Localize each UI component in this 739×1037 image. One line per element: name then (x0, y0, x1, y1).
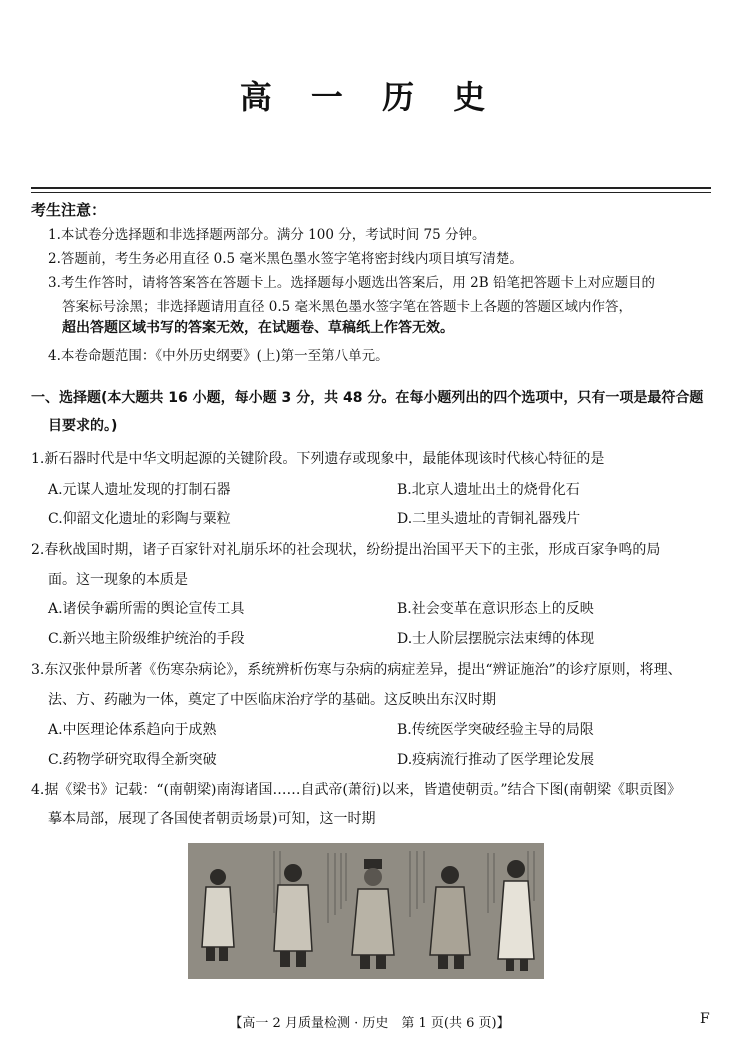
question-1-stem: 1.新石器时代是中华文明起源的关键阶段。下列遗存或现象中，最能体现该时代核心特征的是 (31, 451, 605, 467)
question-4-stem: 4.据《梁书》记载：“(南朝梁)南海诸国……自武帝(萧衍)以来，皆遣使朝贡。”结合下图(南朝梁《职贡图》 (31, 782, 681, 798)
question-1-option-a: A.元谋人遗址发现的打制石器 (48, 482, 231, 498)
question-3-option-b: B.传统医学突破经验主导的局限 (397, 722, 594, 738)
divider (31, 187, 711, 189)
question-2-stem: 2.春秋战国时期，诸子百家针对礼崩乐坏的社会现状，纷纷提出治国平天下的主张，形成百家争鸣的局 (31, 542, 661, 558)
question-3-stem: 3.东汉张仲景所著《伤寒杂病论》，系统辨析伤寒与杂病的病症差异，提出“辨证施治”的诊疗原则，将理、 (31, 662, 682, 678)
notice-item: 3.考生作答时，请将答案答在答题卡上。选择题每小题选出答案后，用 2B 铅笔把答题卡上对应题目的 (48, 275, 655, 291)
question-2-option-d: D.士人阶层摆脱宗法束缚的体现 (397, 631, 595, 647)
question-3-option-c: C.药物学研究取得全新突破 (48, 752, 217, 768)
notice-item-emphasis: 超出答题区域书写的答案无效，在试题卷、草稿纸上作答无效。 (62, 320, 454, 336)
question-2-option-a: A.诸侯争霸所需的舆论宣传工具 (48, 601, 245, 617)
question-2-option-c: C.新兴地主阶级维护统治的手段 (48, 631, 245, 647)
notice-heading: 考生注意： (31, 201, 107, 219)
divider (31, 192, 711, 193)
question-1-option-b: B.北京人遗址出土的烧骨化石 (397, 482, 580, 498)
notice-item: 1.本试卷分选择题和非选择题两部分。满分 100 分，考试时间 75 分钟。 (48, 227, 486, 243)
paper-code: F (700, 1011, 710, 1027)
question-3-stem-continued: 法、方、药融为一体，奠定了中医临床治疗学的基础。这反映出东汉时期 (48, 692, 496, 708)
tribute-painting-image (188, 843, 544, 979)
question-2-option-b: B.社会变革在意识形态上的反映 (397, 601, 594, 617)
section-heading-continued: 目要求的。) (48, 418, 118, 434)
section-heading: 一、选择题(本大题共 16 小题，每小题 3 分，共 48 分。在每小题列出的四个选项中，只有一项是最符合题 (31, 390, 704, 406)
question-1-option-d: D.二里头遗址的青铜礼器残片 (397, 511, 581, 527)
notice-item: 4.本卷命题范围：《中外历史纲要》(上)第一至第八单元。 (48, 348, 389, 364)
question-2-stem-continued: 面。这一现象的本质是 (48, 572, 188, 588)
question-4-stem-continued: 摹本局部，展现了各国使者朝贡场景)可知，这一时期 (48, 811, 376, 827)
question-3-option-a: A.中医理论体系趋向于成熟 (48, 722, 217, 738)
question-1-option-c: C.仰韶文化遗址的彩陶与粟粒 (48, 511, 231, 527)
page-footer: 【高一 2 月质量检测 · 历史 第 1 页(共 6 页)】 (229, 1016, 510, 1031)
notice-item: 答案标号涂黑；非选择题请用直径 0.5 毫米黑色墨水签字笔在答题卡上各题的答题区域内作答， (62, 299, 633, 315)
notice-item: 2.答题前，考生务必用直径 0.5 毫米黑色墨水签字笔将密封线内项目填写清楚。 (48, 251, 523, 267)
page-title: 高 一 历 史 (239, 78, 500, 116)
question-3-option-d: D.疫病流行推动了医学理论发展 (397, 752, 595, 768)
